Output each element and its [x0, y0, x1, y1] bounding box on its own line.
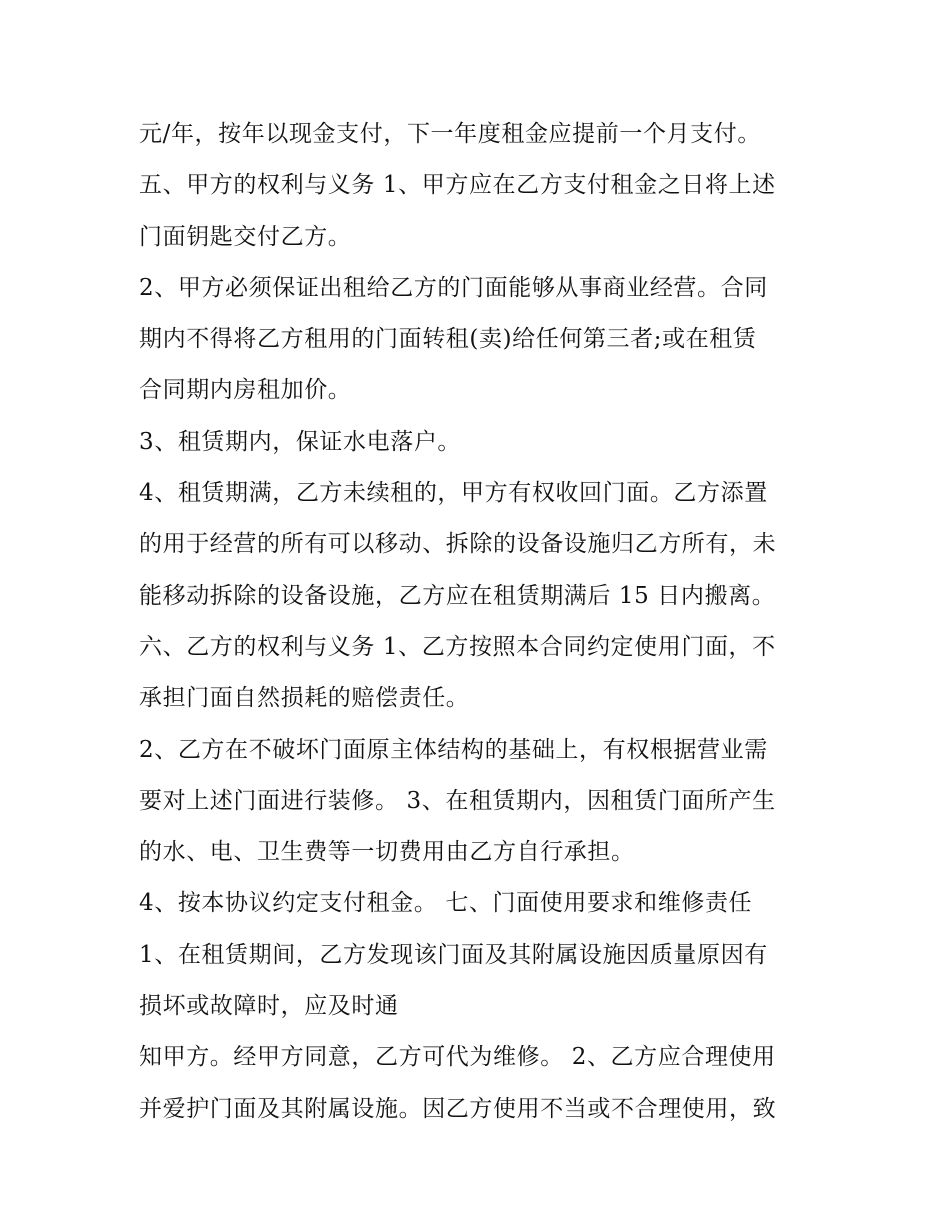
text-line: 元/年，按年以现金支付，下一年度租金应提前一个月支付。 — [139, 121, 761, 147]
text-line: 2、乙方在不破坏门面原主体结构的基础上，有权根据营业需 — [139, 736, 768, 763]
text-line: 六、乙方的权利与义务 1、乙方按照本合同约定使用门面，不 — [139, 633, 776, 660]
text-line: 的用于经营的所有可以移动、拆除的设备设施归乙方所有，未 — [139, 531, 777, 558]
text-line: 期内不得将乙方租用的门面转租(卖)给任何第三者;或在租赁 — [139, 326, 757, 353]
text-line: 要对上述门面进行装修。 3、在租赁期内，因租赁门面所产生 — [139, 787, 776, 814]
text-line: 知甲方。经甲方同意，乙方可代为维修。 2、乙方应合理使用 — [139, 1044, 776, 1071]
text-line: 并爱护门面及其附属设施。因乙方使用不当或不合理使用，致 — [139, 1095, 777, 1122]
text-line: 损坏或故障时，应及时通 — [139, 993, 399, 1020]
text-line: 4、租赁期满，乙方未续租的，甲方有权收回门面。乙方添置 — [139, 480, 768, 507]
text-line: 承担门面自然损耗的赔偿责任。 — [139, 685, 470, 712]
contract-text — [139, 109, 839, 1135]
text-line: 3、租赁期内，保证水电落户。 — [139, 428, 462, 455]
text-line: 4、按本协议约定支付租金。 七、门面使用要求和维修责任 — [139, 890, 753, 917]
text-line: 的水、电、卫生费等一切费用由乙方自行承担。 — [139, 839, 635, 866]
text-line: 1、在租赁期间，乙方发现该门面及其附属设施因质量原因有 — [139, 941, 768, 968]
text-line: 合同期内房租加价。 — [139, 377, 352, 404]
text-line: 五、甲方的权利与义务 1、甲方应在乙方支付租金之日将上述 — [139, 172, 776, 199]
text-line: 能移动拆除的设备设施，乙方应在租赁期满后 15 日内搬离。 — [139, 582, 776, 609]
text-line: 门面钥匙交付乙方。 — [139, 223, 352, 250]
text-line: 2、甲方必须保证出租给乙方的门面能够从事商业经营。合同 — [139, 274, 768, 301]
